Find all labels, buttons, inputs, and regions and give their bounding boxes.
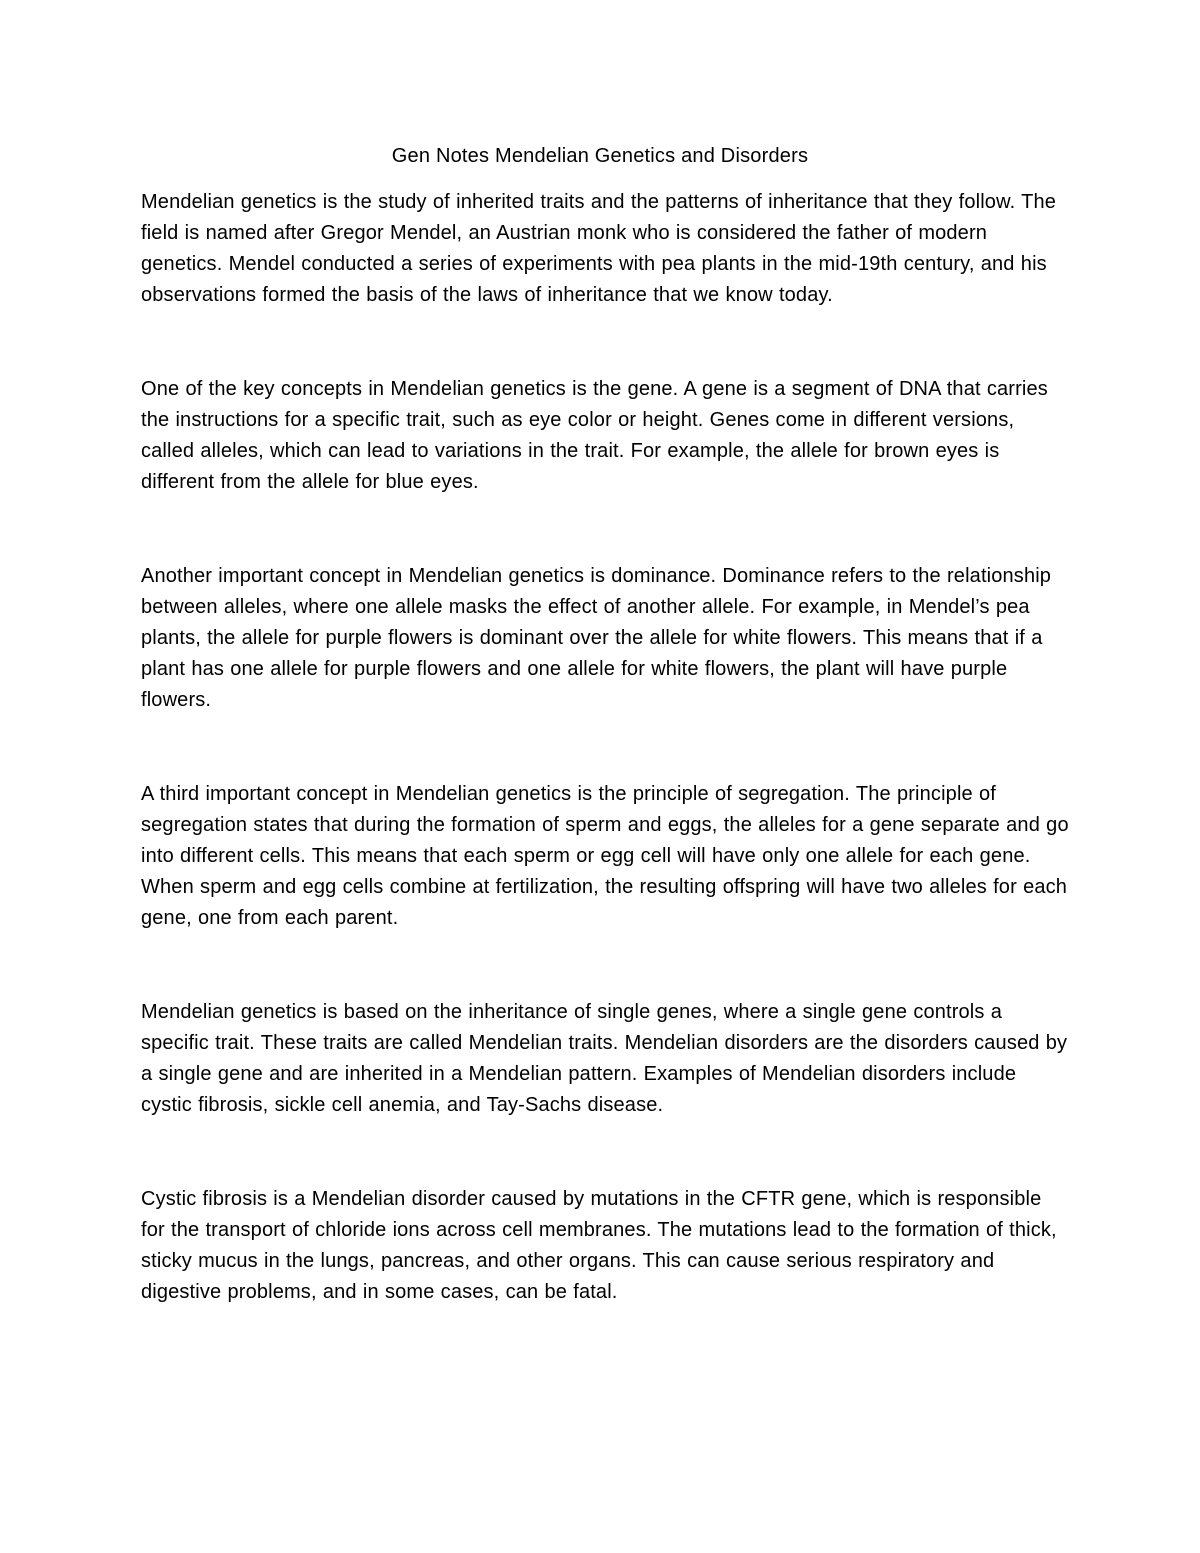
document-title: Gen Notes Mendelian Genetics and Disorders: [391, 145, 809, 167]
paragraph-intro: Mendelian genetics is the study of inherited traits and the patterns of inheritance that they follow. The field is named after Gregor Mendel, an Austrian monk who is considered the father of modern genetics. Mendel conducted a series of experiments with pea plants in the mid-19th century, and his observations formed the basis of the laws of inheritance that we know today.: [141, 191, 1057, 306]
document-body: [141, 187, 1071, 1308]
paragraph-segregation: A third important concept in Mendelian genetics is the principle of segregation. The principle of segregation states that during the formation of sperm and eggs, the alleles for a gene separate and go into different cells. This means that each sperm or egg cell will have only one allele for each gene. When sperm and egg cells combine at fertilization, the resulting offspring will have two alleles for each gene, one from each parent.: [141, 783, 1069, 929]
paragraph-dominance: Another important concept in Mendelian genetics is dominance. Dominance refers to the relationship between alleles, where one allele masks the effect of another allele. For example, in Mendel’s pea plants, the allele for purple flowers is dominant over the allele for white flowers. This means that if a plant has one allele for purple flowers and one allele for white flowers, the plant will have purple flowers.: [141, 565, 1052, 711]
paragraph-cystic-fibrosis: Cystic fibrosis is a Mendelian disorder caused by mutations in the CFTR gene, which is responsible for the transport of chloride ions across cell membranes. The mutations lead to the formation of thick, sticky mucus in the lungs, pancreas, and other organs. This can cause serious respiratory and digestive problems, and in some cases, can be fatal.: [141, 1188, 1057, 1303]
paragraph-mendelian-disorders: Mendelian genetics is based on the inheritance of single genes, where a single gene controls a specific trait. These traits are called Mendelian traits. Mendelian disorders are the disorders caused by a single gene and are inherited in a Mendelian pattern. Examples of Mendelian disorders include cystic fibrosis, sickle cell anemia, and Tay-Sachs disease.: [141, 1001, 1068, 1116]
paragraph-gene: One of the key concepts in Mendelian genetics is the gene. A gene is a segment of DNA that carries the instructions for a specific trait, such as eye color or height. Genes come in different versions, called alleles, which can lead to variations in the trait. For example, the allele for brown eyes is different from the allele for blue eyes.: [141, 378, 1048, 493]
